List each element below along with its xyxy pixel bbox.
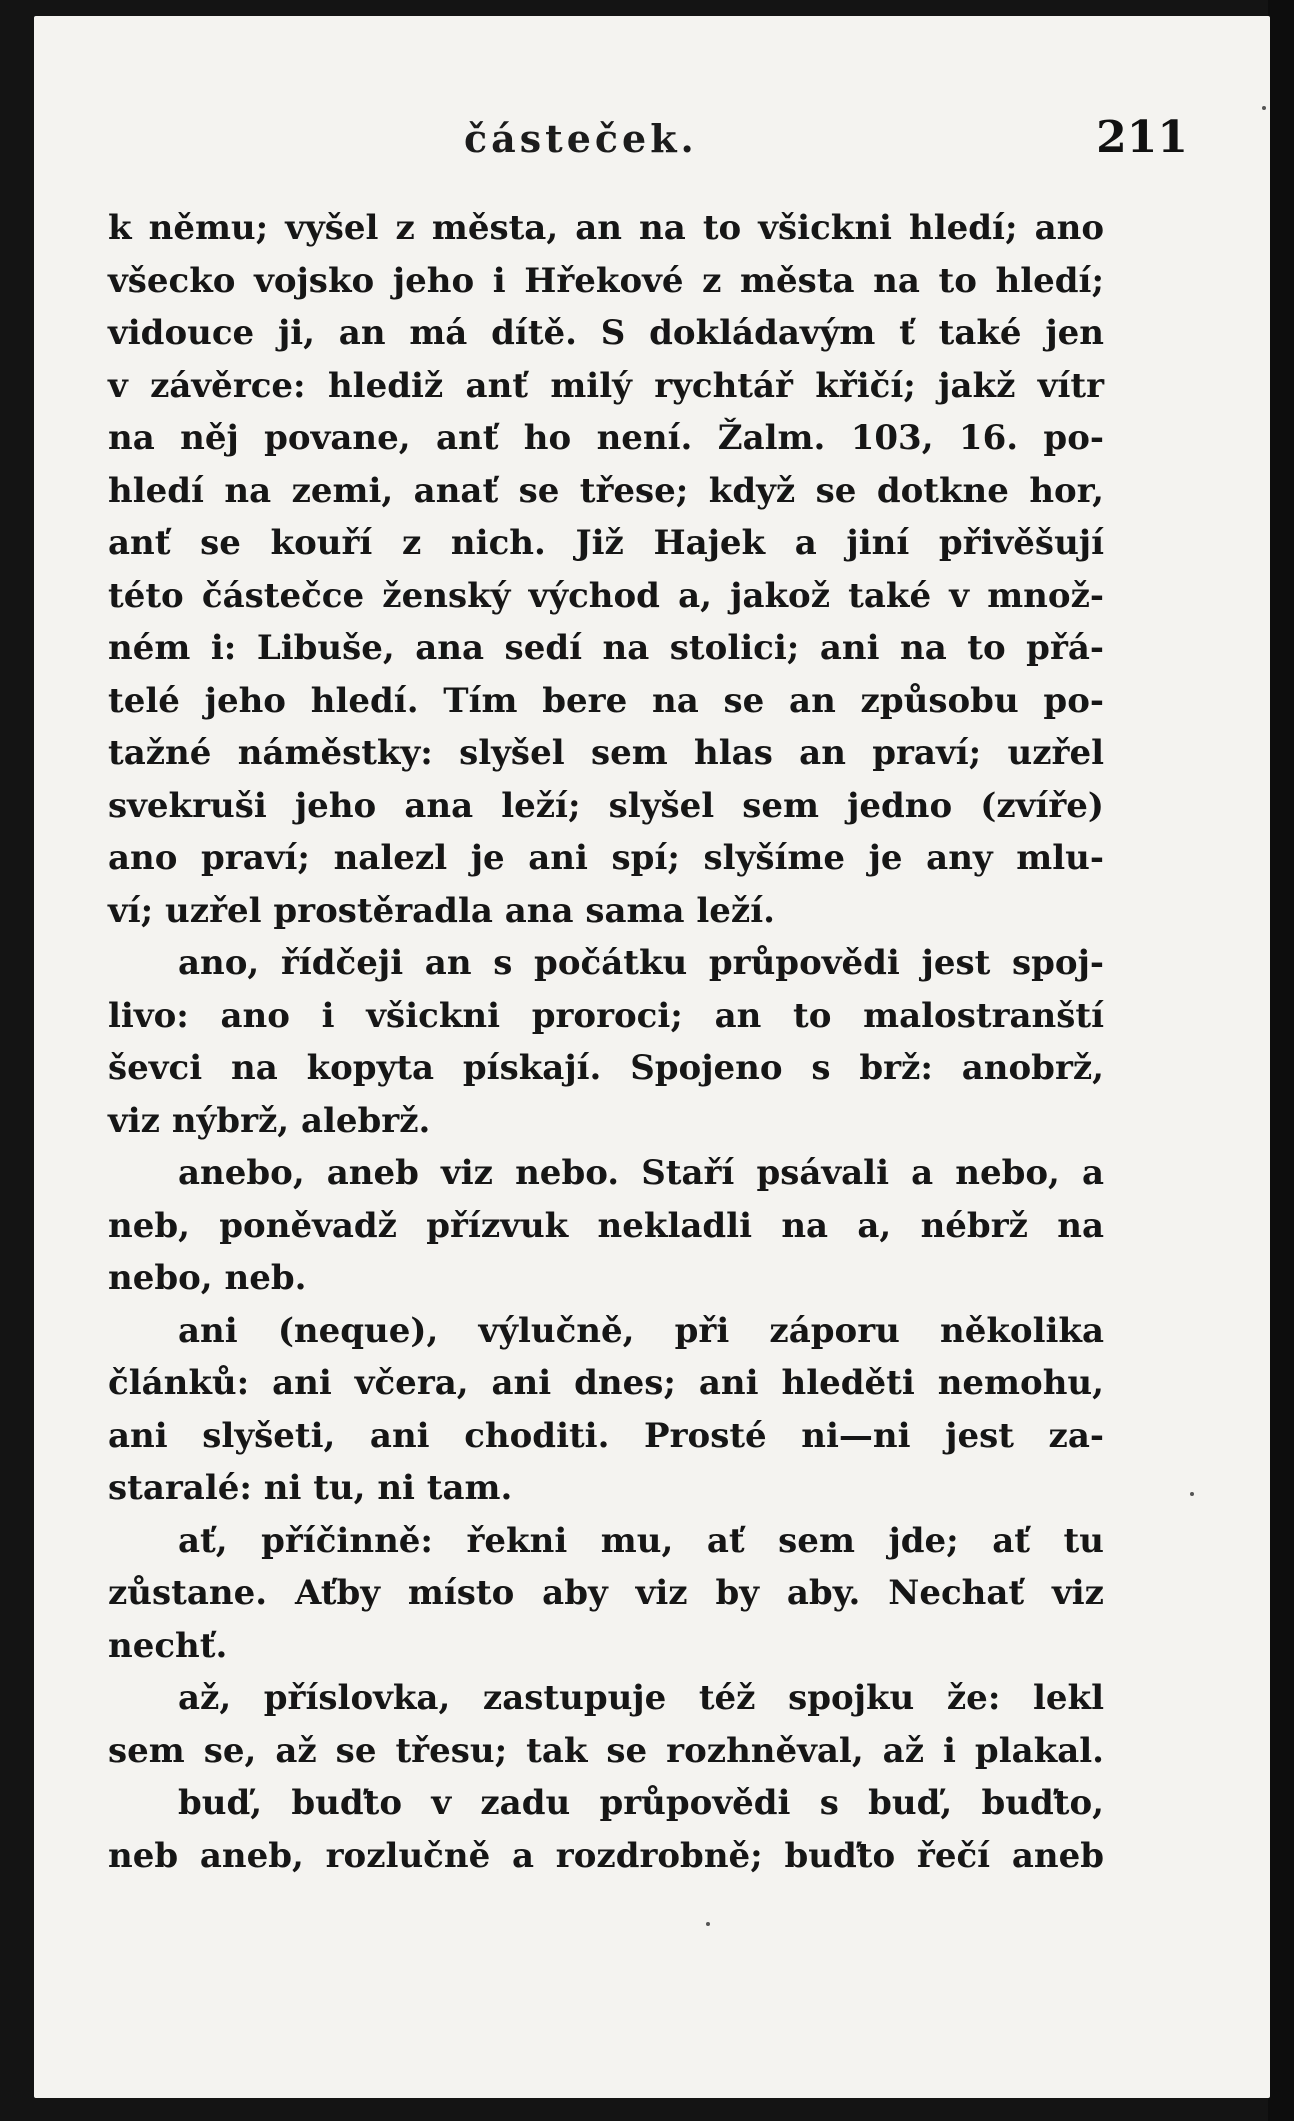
running-head: částeček. xyxy=(464,116,698,161)
text-line: k němu; vyšel z města, an na to všickni hledí; ano xyxy=(108,208,1104,248)
text-line: na něj povane, anť ho není. Žalm. 103, 16. po- xyxy=(108,418,1104,458)
text-line: svekruši jeho ana leží; slyšel sem jedno (zvíře) xyxy=(108,785,1104,826)
text-line: ano praví; nalezl je ani spí; slyšíme je any mlu- xyxy=(108,838,1104,878)
text-line: v závěrce: hlediž anť milý rychtář křičí; jakž vítr xyxy=(108,365,1104,406)
text-line: sem se, až se třesu; tak se rozhněval, až i plakal. xyxy=(108,1730,1104,1771)
text-line: staralé: ni tu, ni tam. xyxy=(108,1468,513,1508)
text-line: této částečce ženský východ a, jakož také v množ- xyxy=(108,575,1104,616)
text-line: ať, příčinně: řekni mu, ať sem jde; ať tu xyxy=(178,1520,1104,1561)
text-line: nebo, neb. xyxy=(108,1258,307,1298)
text-line: ani slyšeti, ani choditi. Prosté ni—ni jest za- xyxy=(108,1415,1104,1456)
text-line: neb, poněvadž přízvuk nekladli na a, nébrž na xyxy=(108,1205,1104,1246)
text-line: livo: ano i všickni proroci; an to malostranští xyxy=(108,995,1104,1036)
paper-speck xyxy=(1262,106,1266,110)
text-line: ani (neque), výlučně, při záporu několika xyxy=(178,1310,1104,1351)
page-header xyxy=(34,112,1270,176)
text-line: ano, řídčeji an s počátku průpovědi jest spoj- xyxy=(178,943,1104,983)
text-line: až, příslovka, zastupuje též spojku že: lekl xyxy=(178,1678,1104,1718)
text-line: nechť. xyxy=(108,1625,228,1666)
text-line: ví; uzřel prostěradla ana sama leží. xyxy=(108,890,775,931)
text-line: anť se kouří z nich. Již Hajek a jiní přivěšují xyxy=(108,523,1104,563)
text-line: ševci na kopyta pískají. Spojeno s brž: anobrž, xyxy=(108,1048,1104,1088)
text-line: anebo, aneb viz nebo. Staří psávali a nebo, a xyxy=(178,1153,1104,1193)
text-line: zůstane. Aťby místo aby viz by aby. Nechať viz xyxy=(108,1573,1104,1613)
text-line: buď, buďto v zadu průpovědi s buď, buďto, xyxy=(178,1783,1104,1823)
text-line: telé jeho hledí. Tím bere na se an způsobu po- xyxy=(108,680,1104,721)
paper-speck xyxy=(1190,1492,1194,1496)
text-line: tažné náměstky: slyšel sem hlas an praví; uzřel xyxy=(108,733,1104,773)
text-line: ném i: Libuše, ana sedí na stolici; ani na to přá- xyxy=(108,628,1104,668)
book-page xyxy=(34,16,1270,2098)
page-edge-shadow xyxy=(1268,0,1294,2121)
text-line: viz nýbrž, alebrž. xyxy=(108,1100,431,1141)
text-line: hledí na zemi, anať se třese; když se dotkne hor, xyxy=(108,470,1104,511)
text-line: vidouce ji, an má dítě. S dokládavým ť také jen xyxy=(108,313,1104,353)
paper-speck xyxy=(706,1922,710,1926)
text-line: článků: ani včera, ani dnes; ani hleděti nemohu, xyxy=(108,1363,1104,1403)
body-text xyxy=(108,202,1104,1882)
text-line: všecko vojsko jeho i Hřekové z města na to hledí; xyxy=(108,260,1104,301)
page-number: 211 xyxy=(1096,112,1188,163)
text-line: neb aneb, rozlučně a rozdrobně; buďto řečí aneb xyxy=(108,1835,1104,1876)
